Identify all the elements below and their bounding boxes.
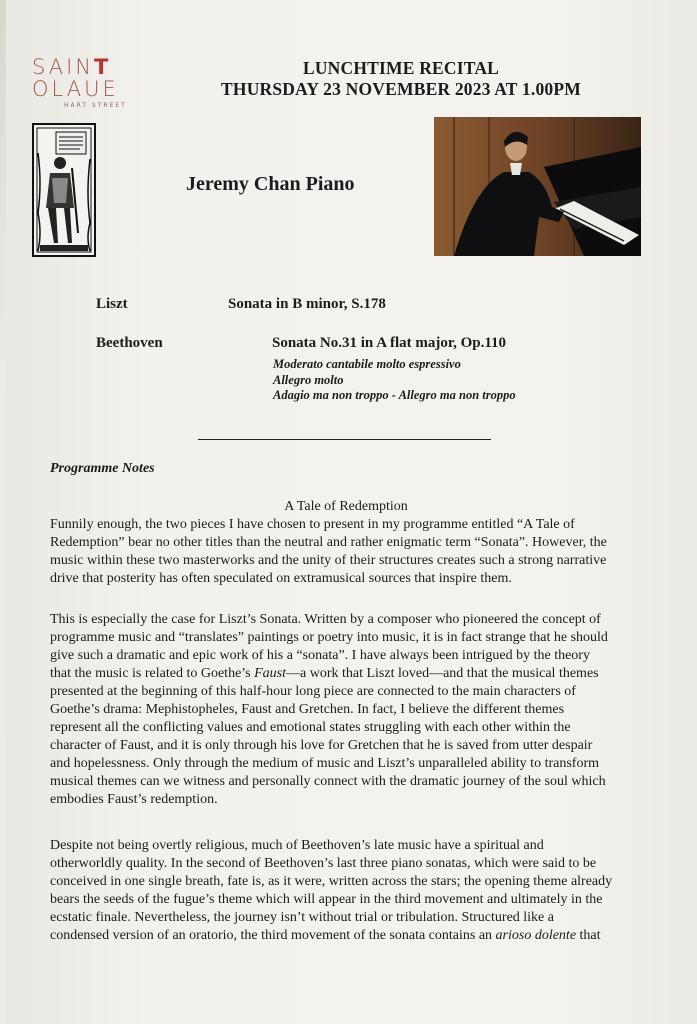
text-line: represent all the conflicting values and emotional states struggling with each other within the xyxy=(50,720,571,735)
logo-cross-letter: T xyxy=(94,55,112,79)
text-line: programme music and “translates” paintings or poetry into music, it is in fact strange that he should xyxy=(50,630,608,645)
text-line: embodies Faust’s redemption. xyxy=(50,792,218,807)
movement-item: Moderato cantabile molto espressivo xyxy=(273,357,461,371)
text-line: give such a dramatic and epic work of his a “sonata”. I have always been intrigued by the theory xyxy=(50,648,590,663)
text-segment: —a work that Liszt loved—and that the musical themes xyxy=(286,666,599,681)
arioso-term: arioso dolente xyxy=(495,928,577,943)
recital-date: THURSDAY 23 NOVEMBER 2023 AT 1.00PM xyxy=(221,79,581,99)
logo-text-a: SAIN xyxy=(32,55,94,79)
text-line: bears the seeds of the fugue’s theme which will appear in the third movement and ultimately in the xyxy=(50,892,603,907)
notes-paragraph-1 xyxy=(50,516,690,588)
notes-title: A Tale of Redemption xyxy=(284,499,408,514)
text-line: musical themes can we witness and personally connect with the dramatic journey of the soul which xyxy=(50,774,606,789)
pianist-photo xyxy=(434,117,641,256)
logo-text-b: OLAUE xyxy=(32,77,119,101)
text-line xyxy=(50,665,690,683)
text-line: music within these two masterworks and the unity of their structures creates such a strong narrative xyxy=(50,553,607,568)
notes-paragraph-3 xyxy=(50,837,690,945)
section-divider xyxy=(198,439,491,440)
text-segment: that xyxy=(576,928,601,943)
text-line: Redemption” bear no other titles than the neutral and rather enigmatic term “Sonata”. However, the xyxy=(50,535,607,550)
notes-paragraph-2 xyxy=(50,611,690,809)
text-line: This is especially the case for Liszt’s Sonata. Written by a composer who pioneered the concept of xyxy=(50,612,601,627)
movement-list xyxy=(273,357,516,404)
text-line: ecstatic finale. Nevertheless, the journey isn’t without trial or tribulation. Structured like a xyxy=(50,910,554,925)
church-logo xyxy=(32,56,144,109)
text-segment: that the music is related to Goethe’s xyxy=(50,666,255,681)
recital-header xyxy=(186,58,616,100)
work-liszt-sonata: Sonata in B minor, S.178 xyxy=(228,296,386,312)
text-segment: condensed version of an oratorio, the third movement of the sonata contains an xyxy=(50,928,496,943)
text-line: Funnily enough, the two pieces I have chosen to present in my programme entitled “A Tale of xyxy=(50,517,575,532)
recital-title: LUNCHTIME RECITAL xyxy=(302,58,500,78)
logo-subtitle: HART STREET xyxy=(64,102,127,109)
text-line: otherworldly quality. In the second of Beethoven’s last three piano sonatas, which were said to be xyxy=(50,856,597,871)
work-beethoven-sonata: Sonata No.31 in A flat major, Op.110 xyxy=(272,335,507,351)
performer-name: Jeremy Chan Piano xyxy=(186,173,355,195)
text-line: character of Faust, and it is only through his love for Gretchen that he is saved from utter despair xyxy=(50,738,593,753)
woodcut-figure-image xyxy=(32,123,96,257)
text-line: presented at the beginning of this half-hour long piece are connected to the main characters of xyxy=(50,684,576,699)
text-line: conceived in one single breath, fate is, as it were, written across the stars; the opening theme already xyxy=(50,874,613,889)
composer-liszt: Liszt xyxy=(96,296,128,312)
text-line: Despite not being overtly religious, much of Beethoven’s late music have a spiritual and xyxy=(50,838,544,853)
programme-notes-heading: Programme Notes xyxy=(50,461,155,476)
faust-title: Faust xyxy=(254,666,287,681)
text-line xyxy=(50,927,690,945)
movement-item: Adagio ma non troppo - Allegro ma non troppo xyxy=(273,388,516,402)
composer-beethoven: Beethoven xyxy=(96,335,163,351)
text-line: and hopelessness. Only through the medium of music and Liszt’s unparalleled ability to transform xyxy=(50,756,600,771)
text-line: Goethe’s drama: Mephistopheles, Faust and Gretchen. In fact, I believe the different themes xyxy=(50,702,565,717)
movement-item: Allegro molto xyxy=(273,372,344,387)
text-line: drive that posterity has often speculated on extramusical sources that inspire them. xyxy=(50,571,512,586)
recital-flyer xyxy=(6,0,697,1024)
